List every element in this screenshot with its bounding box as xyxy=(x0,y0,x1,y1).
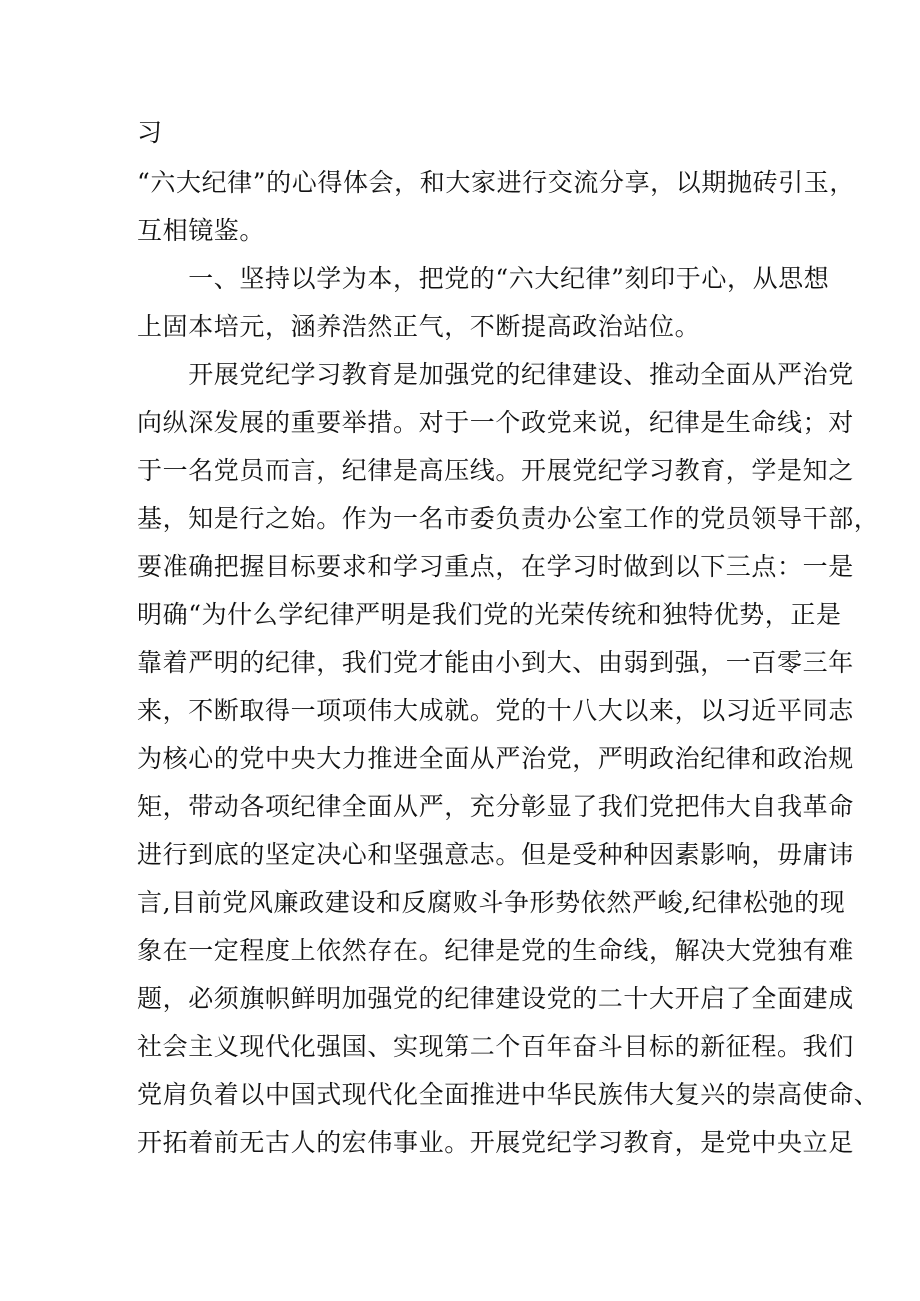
text-line: 基，知是行之始。作为一名市委负责办公室工作的党员领导干部， xyxy=(137,504,880,533)
text-line: 题，必须旗帜鲜明加强党的纪律建设党的二十大开启了全面建成 xyxy=(137,984,854,1013)
text-line: 矩，带动各项纪律全面从严，充分彰显了我们党把伟大自我革命 xyxy=(137,792,854,821)
text-line: 社会主义现代化强国、实现第二个百年奋斗目标的新征程。我们 xyxy=(137,1032,854,1061)
text-line: 开拓着前无古人的宏伟事业。开展党纪学习教育，是党中央立足 xyxy=(137,1128,854,1157)
text-line: 互相镜鉴。 xyxy=(137,216,266,245)
text-line: 习 xyxy=(137,118,163,147)
text-line: “六大纪律”的心得体会，和大家进行交流分享，以期抛砖引玉， xyxy=(137,168,855,197)
text-line: 为核心的党中央大力推进全面从严治党，严明政治纪律和政治规 xyxy=(137,744,854,773)
text-line: 于一名党员而言，纪律是高压线。开展党纪学习教育，学是知之 xyxy=(137,456,854,485)
text-line: 来，不断取得一项项伟大成就。党的十八大以来，以习近平同志 xyxy=(137,696,854,725)
text-line: 向纵深发展的重要举措。对于一个政党来说，纪律是生命线；对 xyxy=(137,408,854,437)
paragraph-heading-line: 一、坚持以学为本，把党的“六大纪律”刻印于心，从思想 xyxy=(137,264,830,293)
text-line: 言,目前党风廉政建设和反腐败斗争形势依然严峻,纪律松弛的现 xyxy=(137,888,846,917)
paragraph-heading-line: 上固本培元，涵养浩然正气，不断提高政治站位。 xyxy=(137,312,701,341)
text-line: 象在一定程度上依然存在。纪律是党的生命线，解决大党独有难 xyxy=(137,936,854,965)
text-line: 进行到底的坚定决心和坚强意志。但是受种种因素影响，毋庸讳 xyxy=(137,840,854,869)
text-line: 开展党纪学习教育是加强党的纪律建设、推动全面从严治党 xyxy=(137,360,854,389)
text-line: 党肩负着以中国式现代化全面推进中华民族伟大复兴的崇高使命、 xyxy=(137,1080,880,1109)
text-line: 要准确把握目标要求和学习重点，在学习时做到以下三点：一是 xyxy=(137,552,854,581)
text-line: 明确“为什么学纪律严明是我们党的光荣传统和独特优势，正是 xyxy=(137,600,842,629)
text-line: 靠着严明的纪律，我们党才能由小到大、由弱到强，一百零三年 xyxy=(137,648,854,677)
